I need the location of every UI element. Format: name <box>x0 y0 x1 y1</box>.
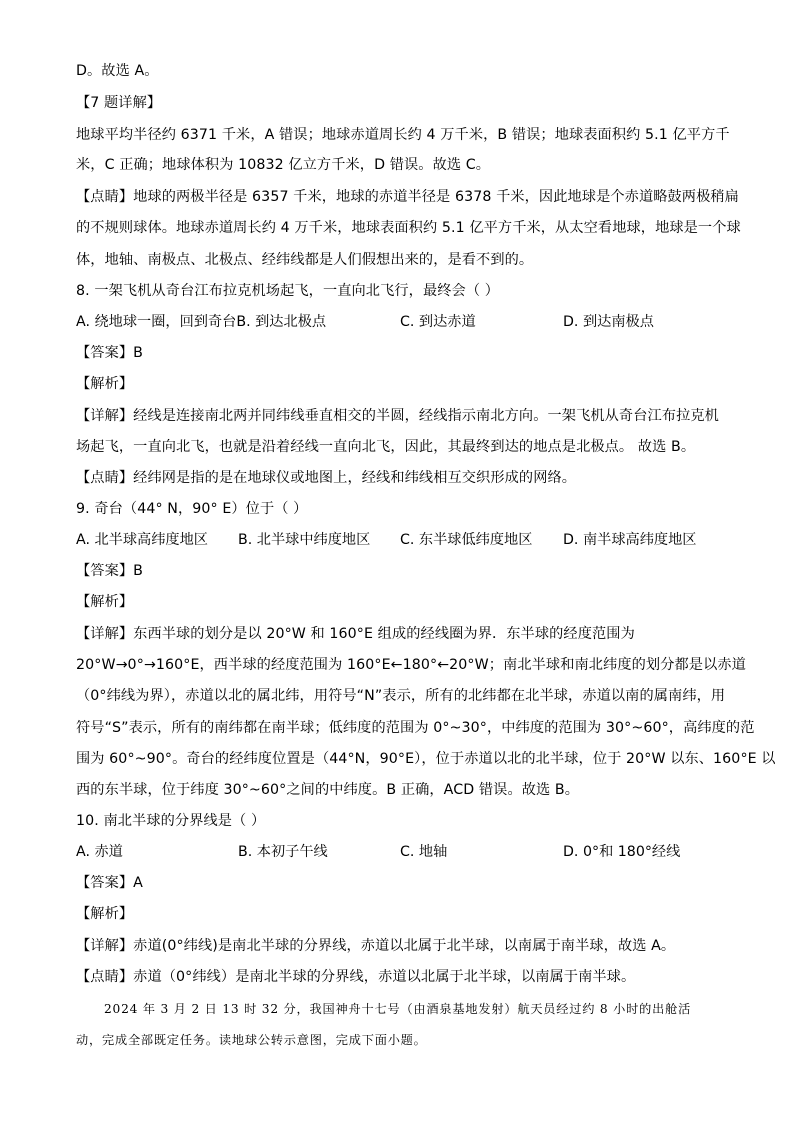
q10-option-a: A. 赤道 <box>76 844 123 860</box>
q7-note-line-2: 的不规则球体。地球赤道周长约 4 万千米，地球表面积约 5.1 亿平方千米，从太空看地球，地球是一个球 <box>76 220 741 236</box>
q9-detail-line-5: 围为 60°~90°。奇台的经纬度位置是（44°N，90°E），位于赤道以北的北半球，位于 20°W 以东、160°E 以 <box>76 751 776 767</box>
q9-option-d: D. 南半球高纬度地区 <box>563 532 697 548</box>
q7-note-line-3: 体，地轴、南极点、北极点、经纬线都是人们假想出来的，是看不到的。 <box>76 252 534 268</box>
q10-question: 10. 南北半球的分界线是（ ） <box>76 813 266 829</box>
q9-detail-line-4: 符号“S”表示，所有的南纬都在南半球；低纬度的范围为 0°~30°，中纬度的范围为 30°~60°，高纬度的范 <box>76 720 755 736</box>
material-line-2: 动，完成全部既定任务。读地球公转示意图，完成下面小题。 <box>76 1033 427 1047</box>
q8-note: 【点睛】经纬网是指的是在地球仪或地图上，经线和纬线相互交织形成的网络。 <box>76 470 577 486</box>
q9-analysis-heading: 【解析】 <box>76 594 134 610</box>
q6-answer-tail: D。故选 A。 <box>76 63 159 79</box>
q8-question: 8. 一架飞机从奇台江布拉克机场起飞，一直向北飞行，最终会（ ） <box>76 283 500 299</box>
q9-detail-line-3: （0°纬线为界），赤道以北的属北纬，用符号“N”表示，所有的北纬都在北半球，赤道以南的属南纬，用 <box>76 688 726 704</box>
q9-answer: 【答案】B <box>76 563 143 579</box>
q8-option-c: C. 到达赤道 <box>400 314 476 330</box>
q7-explanation-line-2: 米，C 正确；地球体积为 10832 亿立方千米，D 错误。故选 C。 <box>76 157 491 173</box>
q9-option-b: B. 北半球中纬度地区 <box>238 532 371 548</box>
q7-explanation-line-1: 地球平均半径约 6371 千米，A 错误；地球赤道周长约 4 万千米，B 错误；地球表面积约 5.1 亿平方千 <box>76 127 730 143</box>
q7-note-line-1: 【点睛】地球的两极半径是 6357 千米，地球的赤道半径是 6378 千米，因此地球是个赤道略鼓两极稍扁 <box>76 189 739 205</box>
material-line-1: 2024 年 3 月 2 日 13 时 32 分，我国神舟十七号（由酒泉基地发射）航天员经过约 8 小时的出舱活 <box>104 1002 692 1016</box>
q10-option-c: C. 地轴 <box>400 844 448 860</box>
q9-detail-line-6: 西的东半球，位于纬度 30°~60°之间的中纬度。B 正确，ACD 错误。故选 B。 <box>76 782 580 798</box>
q8-option-ab: A. 绕地球一圈，回到奇台B. 到达北极点 <box>76 314 327 330</box>
q8-answer: 【答案】B <box>76 345 143 361</box>
q9-question: 9. 奇台（44° N，90° E）位于（ ） <box>76 501 308 517</box>
q10-option-d: D. 0°和 180°经线 <box>563 844 681 860</box>
q8-option-d: D. 到达南极点 <box>563 314 654 330</box>
q7-heading: 【7 题详解】 <box>76 95 162 111</box>
q8-analysis-heading: 【解析】 <box>76 376 134 392</box>
q8-detail-line-1: 【详解】经线是连接南北两并同纬线垂直相交的半圆，经线指示南北方向。一架飞机从奇台江布拉克机 <box>76 408 719 424</box>
q10-detail: 【详解】赤道(0°纬线)是南北半球的分界线，赤道以北属于北半球，以南属于南半球，故选 A。 <box>76 938 676 954</box>
q10-analysis-heading: 【解析】 <box>76 906 134 922</box>
q9-detail-line-1: 【详解】东西半球的划分是以 20°W 和 160°E 组成的经线圈为界．东半球的经度范围为 <box>76 626 635 642</box>
q10-answer: 【答案】A <box>76 875 143 891</box>
q10-option-b: B. 本初子午线 <box>238 844 328 860</box>
q10-note: 【点睛】赤道（0°纬线）是南北半球的分界线，赤道以北属于北半球，以南属于南半球。 <box>76 969 636 985</box>
q9-option-a: A. 北半球高纬度地区 <box>76 532 208 548</box>
q8-detail-line-2: 场起飞，一直向北飞，也就是沿着经线一直向北飞，因此，其最终到达的地点是北极点。 故选 B。 <box>76 439 696 455</box>
q9-option-c: C. 东半球低纬度地区 <box>400 532 533 548</box>
q9-detail-line-2: 20°W→0°→160°E，西半球的经度范围为 160°E←180°←20°W；南北半球和南北纬度的划分都是以赤道 <box>76 657 746 673</box>
